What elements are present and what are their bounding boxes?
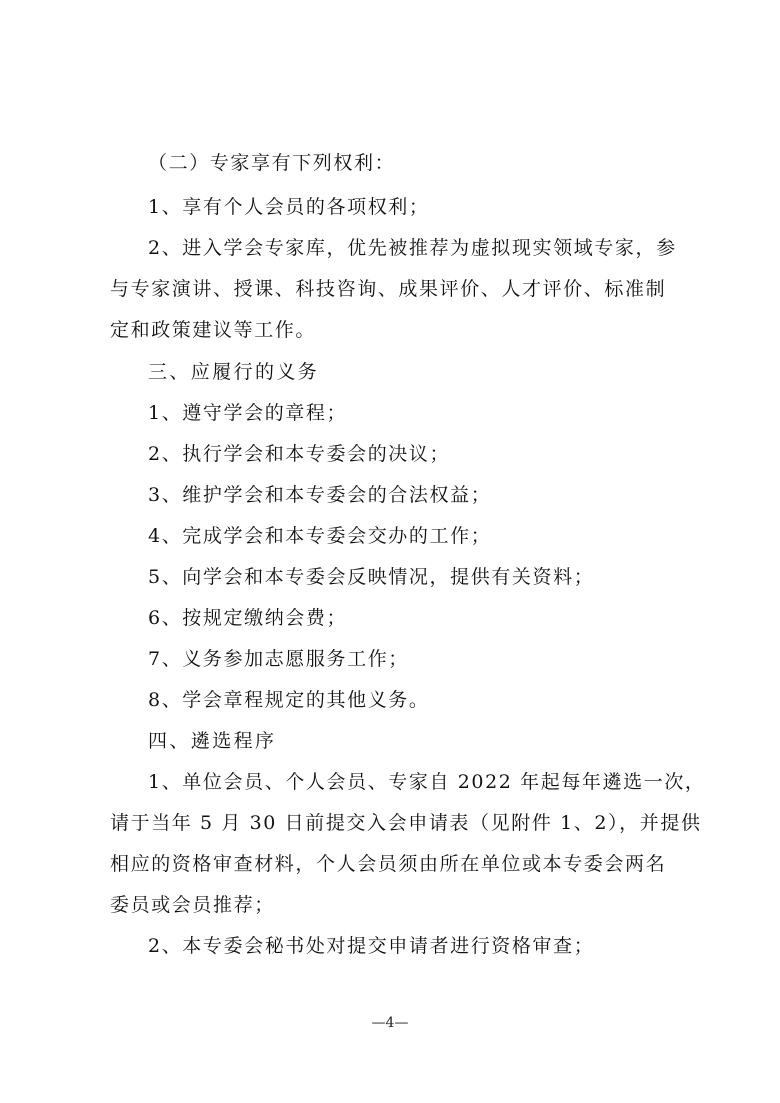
section4-item-1-line-1: 1、单位会员、个人会员、专家自 2022 年起每年遴选一次， bbox=[148, 771, 706, 793]
section2-item-1: 1、享有个人会员的各项权利； bbox=[148, 196, 430, 218]
section2-title: （二）专家享有下列权利： bbox=[148, 152, 396, 174]
section3-item-7: 7、义务参加志愿服务工作； bbox=[148, 648, 409, 670]
section4-item-1-line-3: 相应的资格审查材料，个人会员须由所在单位或本专委会两名 bbox=[110, 853, 667, 875]
section3-title: 三、应履行的义务 bbox=[148, 361, 320, 383]
section2-item-2-line-2: 与专家演讲、授课、科技咨询、成果评价、人才评价、标准制 bbox=[110, 278, 667, 300]
section3-item-4: 4、完成学会和本专委会交办的工作； bbox=[148, 525, 492, 547]
section4-item-1-line-2: 请于当年 5 月 30 日前提交入会申请表（见附件 1、2），并提供 bbox=[110, 812, 702, 834]
section4-item-1-line-4: 委员或会员推荐； bbox=[110, 894, 275, 916]
section2-item-2-line-3: 定和政策建议等工作。 bbox=[110, 319, 317, 341]
section3-item-2: 2、执行学会和本专委会的决议； bbox=[148, 443, 451, 465]
section3-item-6: 6、按规定缴纳会费； bbox=[148, 607, 348, 629]
section3-item-8: 8、学会章程规定的其他义务。 bbox=[148, 689, 430, 711]
section4-title: 四、遴选程序 bbox=[148, 730, 277, 752]
section2-item-2-line-1: 2、进入学会专家库，优先被推荐为虚拟现实领域专家，参 bbox=[148, 237, 677, 259]
section4-item-2: 2、本专委会秘书处对提交申请者进行资格审查； bbox=[148, 935, 595, 957]
section3-item-5: 5、向学会和本专委会反映情况，提供有关资料； bbox=[148, 566, 595, 588]
section3-item-1: 1、遵守学会的章程； bbox=[148, 402, 348, 424]
page-number: —4— bbox=[371, 1015, 409, 1031]
section3-item-3: 3、维护学会和本专委会的合法权益； bbox=[148, 484, 492, 506]
